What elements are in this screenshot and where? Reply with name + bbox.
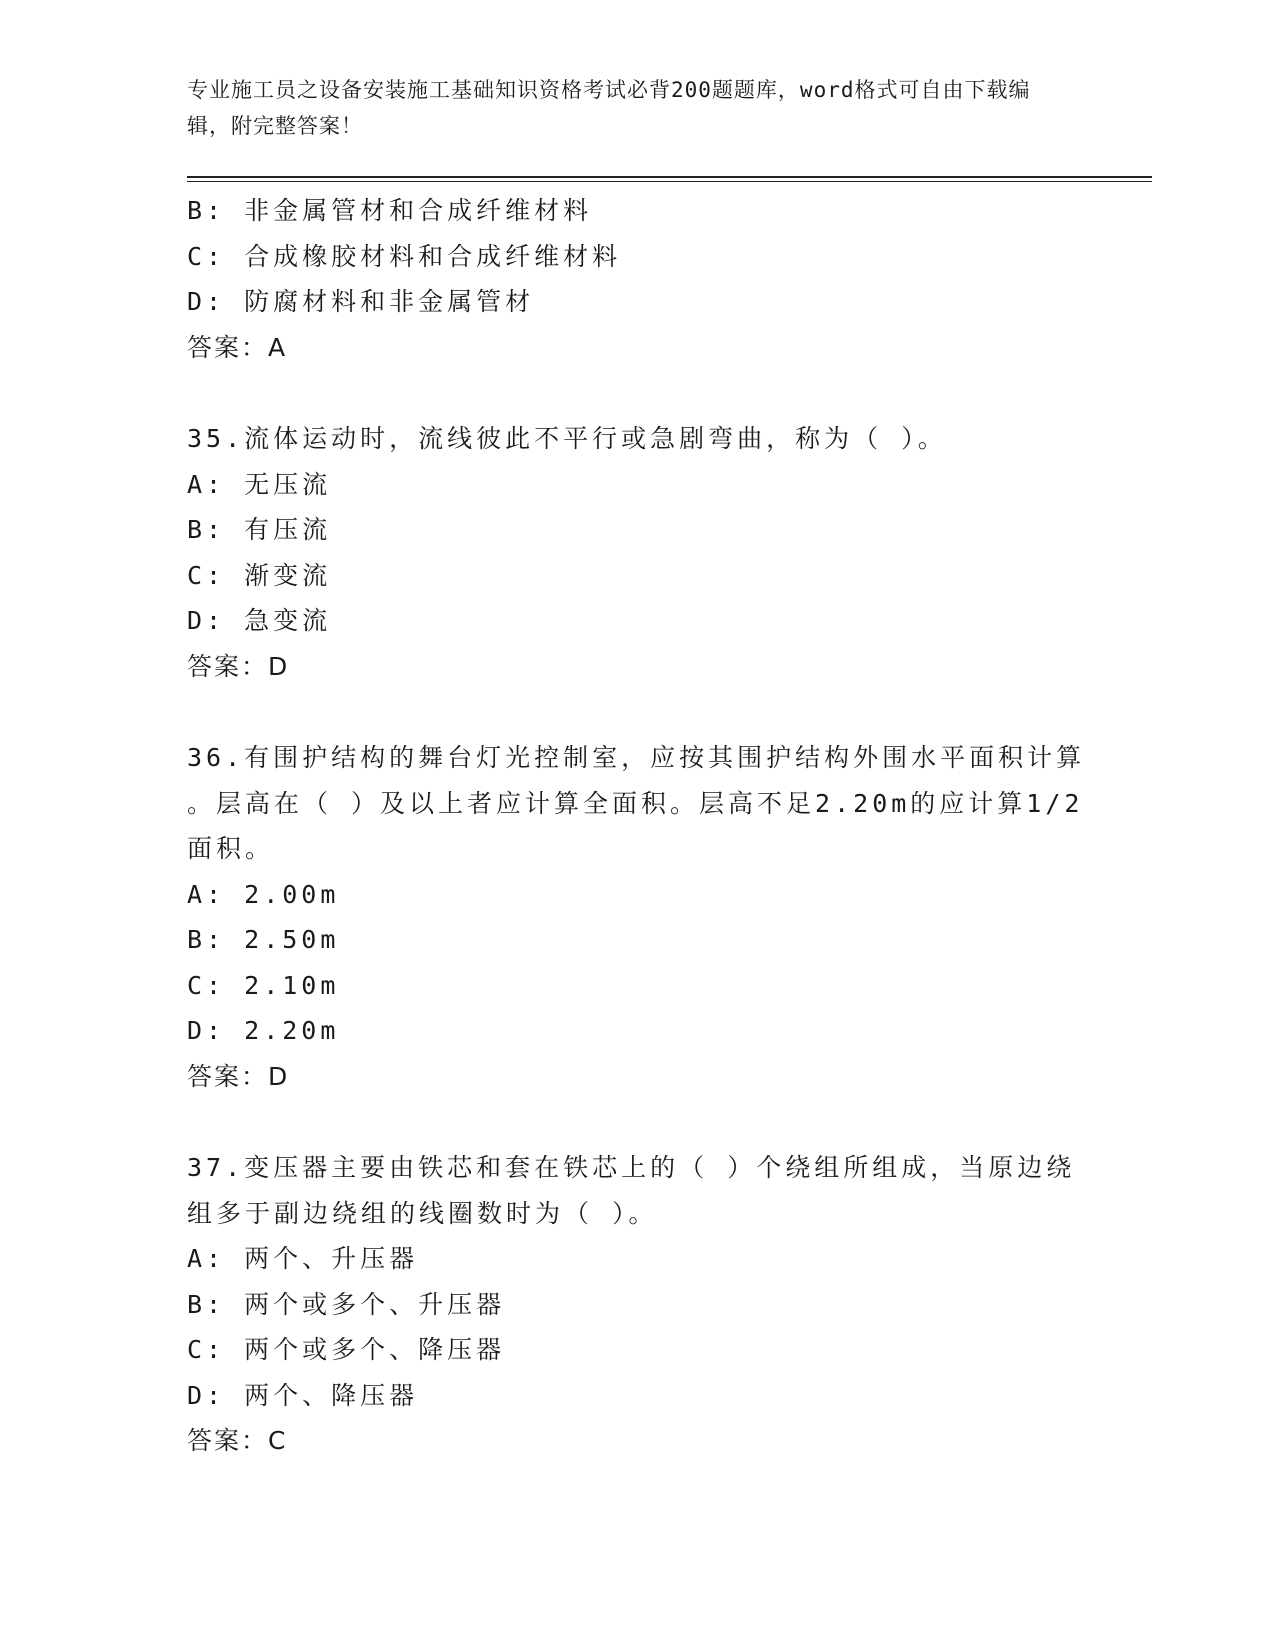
question-text-line-1: 36.有围护结构的舞台灯光控制室，应按其围护结构外围水平面积计算 — [187, 743, 1086, 772]
option-c: C: 合成橡胶材料和合成纤维材料 — [187, 241, 622, 271]
question-text: 35.流体运动时，流线彼此不平行或急剧弯曲，称为（ ）。 — [187, 424, 947, 453]
question-35 — [187, 416, 1087, 689]
document-body — [187, 188, 1087, 1464]
option-d: D: 急变流 — [187, 606, 332, 635]
header-rule-thick — [187, 176, 1152, 178]
option-a: A: 无压流 — [187, 469, 332, 499]
question-34-continued — [187, 188, 1087, 370]
answer-line: 答案：D — [187, 651, 290, 681]
option-d: D: 2.20m — [187, 1016, 340, 1045]
option-c: C: 两个或多个、降压器 — [187, 1335, 506, 1364]
option-b: B: 2.50m — [187, 925, 340, 954]
answer-line: 答案：C — [187, 1426, 288, 1455]
answer-line: 答案：A — [187, 332, 288, 362]
option-c: C: 2.10m — [187, 970, 340, 1000]
question-text-line-2: 。层高在（ ）及以上者应计算全面积。层高不足2.20m的应计算1/2 — [187, 788, 1084, 818]
option-b: B: 非金属管材和合成纤维材料 — [187, 196, 593, 225]
option-a: A: 2.00m — [187, 879, 340, 909]
option-b: B: 有压流 — [187, 515, 332, 544]
option-a: A: 两个、升压器 — [187, 1244, 419, 1273]
option-d: D: 防腐材料和非金属管材 — [187, 287, 535, 316]
option-b: B: 两个或多个、升压器 — [187, 1289, 506, 1319]
question-text-line-3: 面积。 — [187, 834, 275, 863]
document-header: 专业施工员之设备安装施工基础知识资格考试必背200题题库，word格式可自由下载编辑，附完整答案！ — [187, 78, 1031, 138]
question-text-line-2: 组多于副边绕组的线圈数时为（ ）。 — [187, 1198, 658, 1228]
option-d: D: 两个、降压器 — [187, 1380, 419, 1410]
question-text-line-1: 37.变压器主要由铁芯和套在铁芯上的（ ）个绕组所组成，当原边绕 — [187, 1153, 1076, 1182]
header-rule-thin — [187, 181, 1152, 182]
question-37 — [187, 1145, 1087, 1464]
option-c: C: 渐变流 — [187, 560, 332, 590]
question-36 — [187, 735, 1087, 1099]
answer-line: 答案：D — [187, 1061, 290, 1091]
